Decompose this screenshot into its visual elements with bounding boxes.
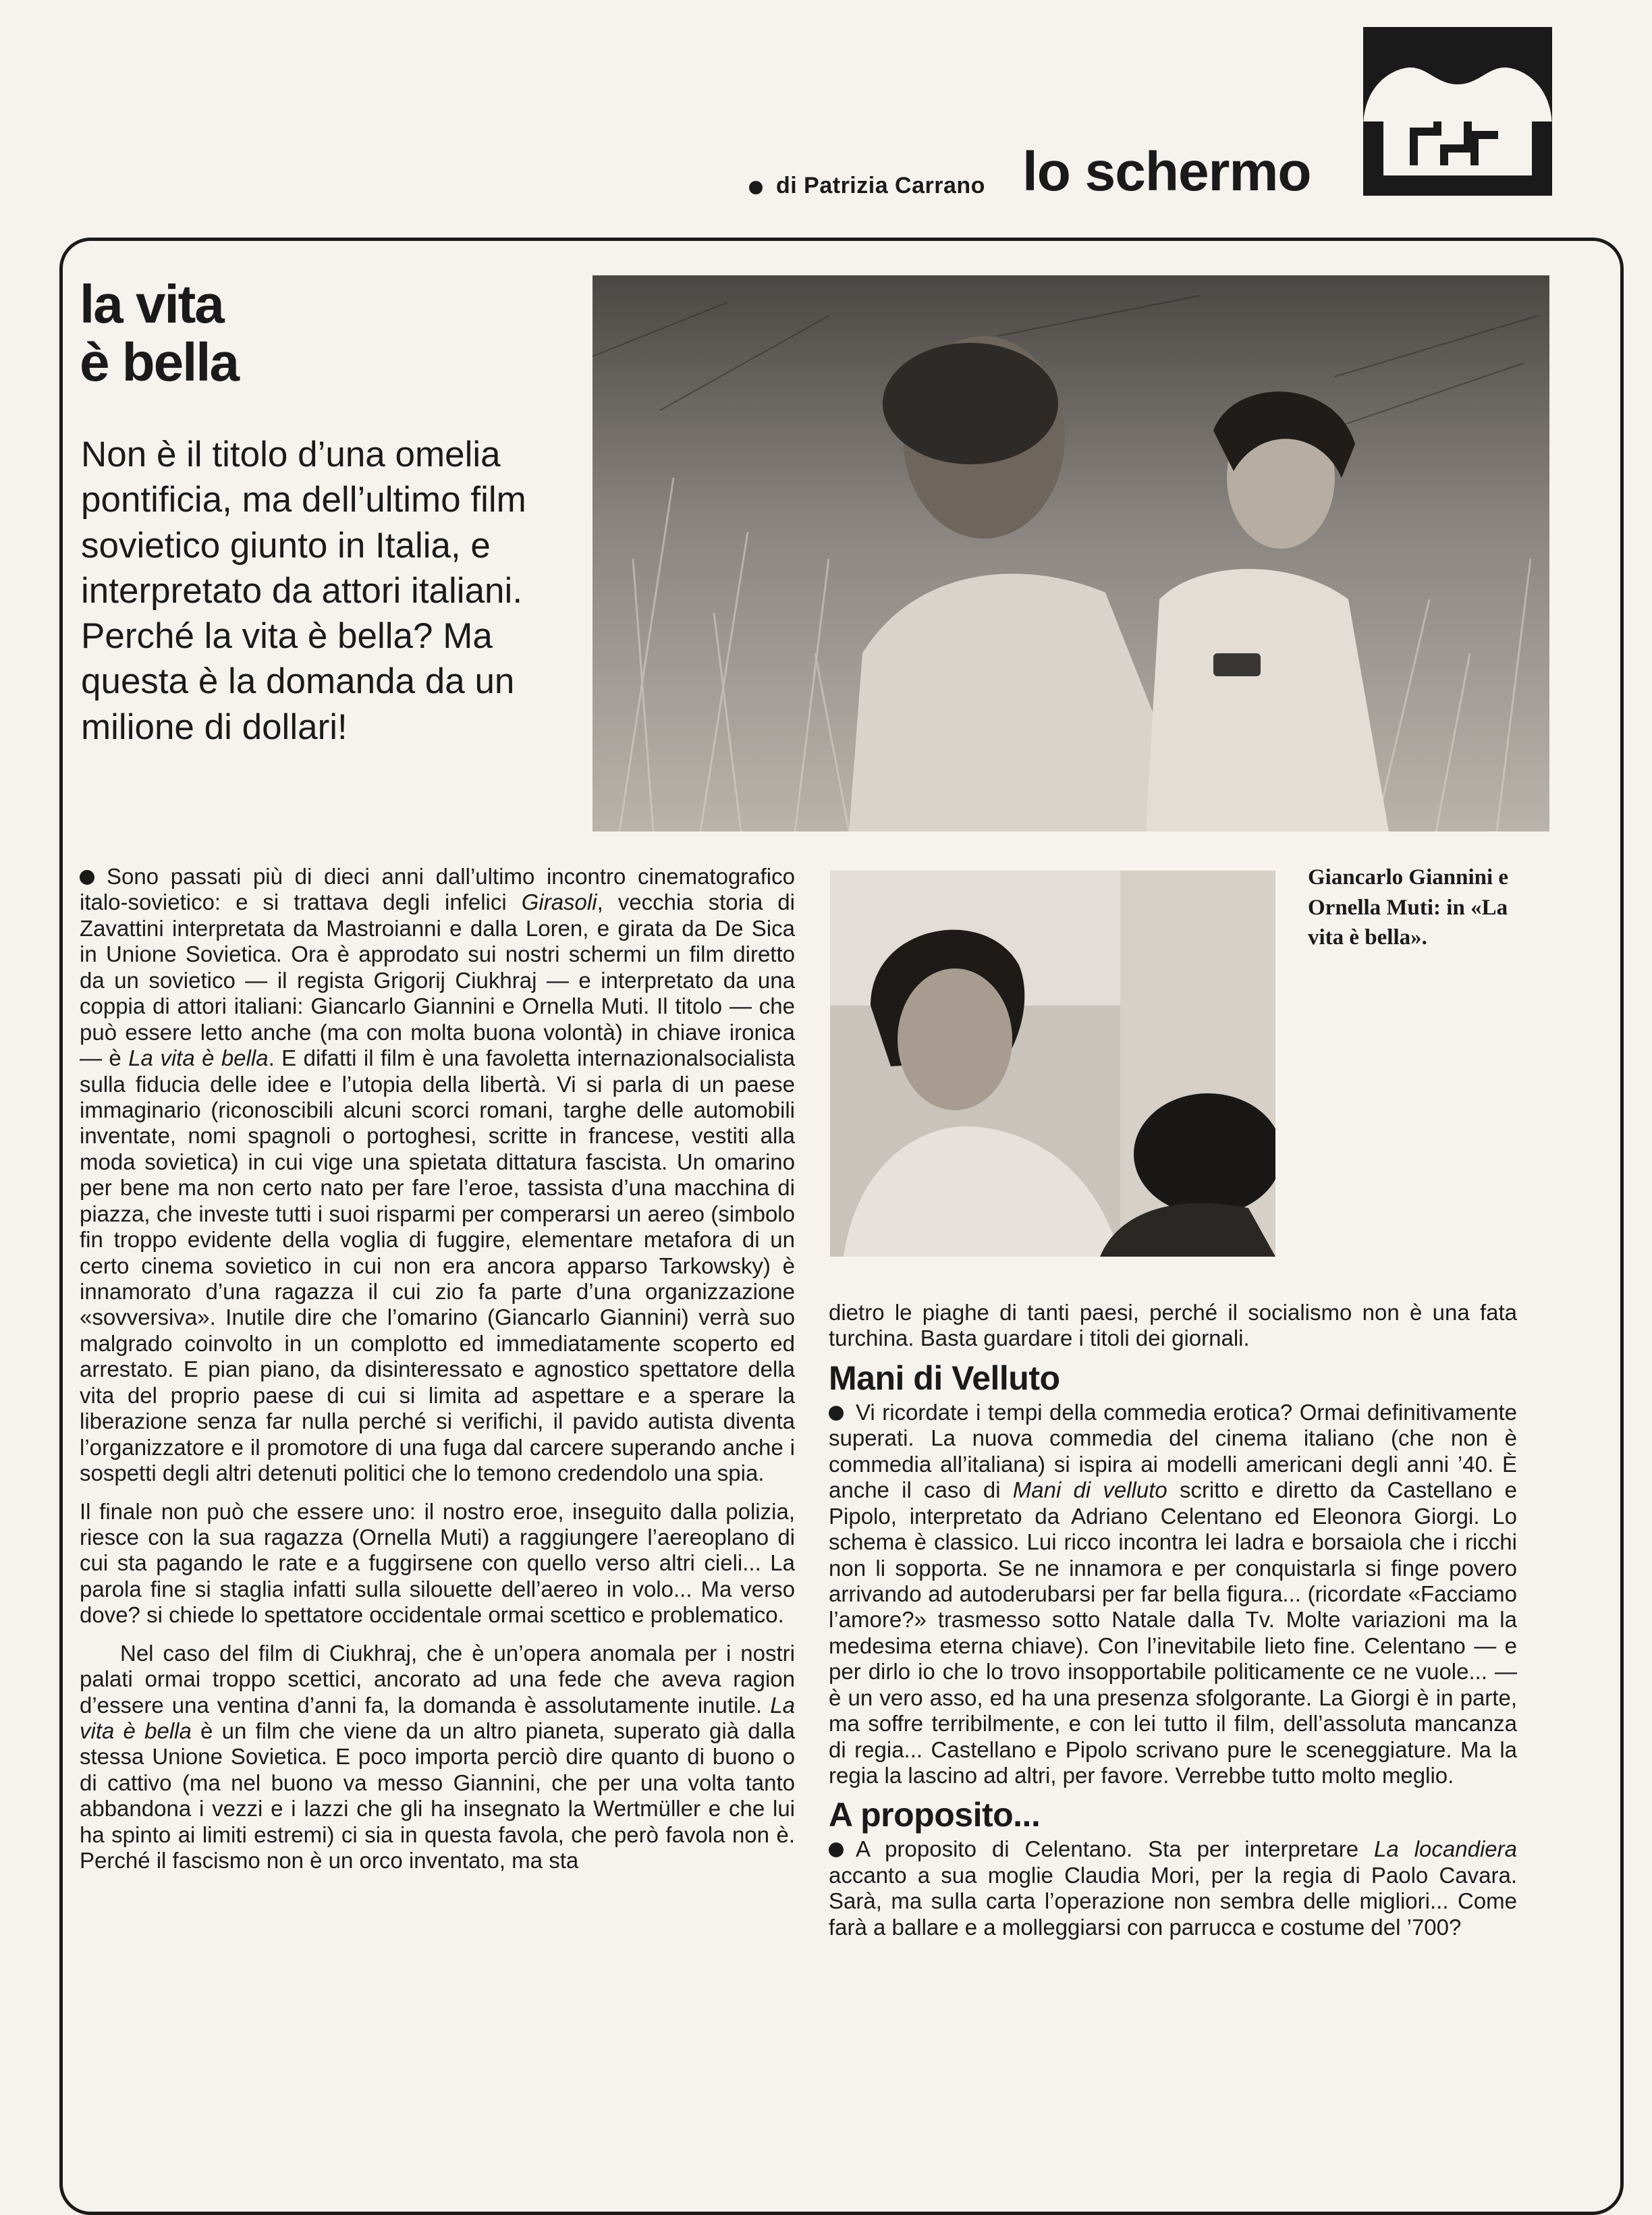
secondary-photo	[830, 871, 1275, 1257]
intro-paragraph: Non è il titolo d’una omelia pontificia, ma dell’ultimo film sovietico giunto in Italia, e interpretato da attori italiani. Perché la vita è bella? Ma questa è la domanda da un milione di dollari!	[81, 435, 526, 747]
section-heading-mani-di-velluto: Mani di Velluto	[829, 1359, 1060, 1397]
byline: di Patrizia Carrano	[776, 173, 985, 198]
paragraph-bullet-icon	[80, 870, 94, 885]
article-paragraph-3: Nel caso del film di Ciukhraj, che è un’opera anomala per i nostri palati ormai troppo scettici, ancorato ad una fede che aveva ragion d’essere una ventina d’anni fa, la domanda è assolutamente inutile. La vita è bella è un film che viene da un altro pianeta, superato già dalla stessa Unione Sovietica. E poco importa perciò dire quanto di buono o di cattivo (ma nel buono va messo Giannini, che per una volta tanto abbandona i vezzi e i lazzi che gli ha insegnato la Wertmüller e che lui ha spinto ai limiti estremi) ci sia in questa favola, che però favola non è. Perché il fascismo non è un orco inventato, ma sta	[80, 1640, 795, 1874]
article-right-column	[829, 1300, 1517, 1948]
article-paragraph-2: Il finale non può che essere uno: il nostro eroe, inseguito dalla polizia, riesce con la sua ragazza (Ornella Muti) a raggiungere l’aereoplano di cui sta pagando le rate e a fuggirsene con quello verso altri cieli... La parola fine si staglia infatti sulla silouette dell’aereo in volo... Ma verso dove? si chiede lo spettatore occidentale ormai scettico e problematico.	[80, 1498, 795, 1628]
article-paragraph-1: Sono passati più di dieci anni dall’ultimo incontro cinematografico italo-sovietico: e si trattava degli infelici Girasoli, vecchia storia di Zavattini interpretata da Mastroianni e dalla Loren, e girata da De Sica in Unione Sovietica. Ora è approdato sui nostri schermi un film diretto da un sovietico — il regista Grigorij Ciukhraj — e interpretato da una coppia di attori italiani: Giancarlo Giannini e Ornella Muti. Il titolo — che può essere letto anche (ma con molta buona volontà) in chiave ironica — è La vita è bella. E difatti il film è una favoletta internazionalsocialista sulla fiducia delle idee e l’utopia della libertà. Vi si parla di un paese immaginario (riconoscibili alcuni scorci romani, targhe delle automobili inventate, nomi spagnoli o portoghesi, scritte in francese, vestiti alla moda sovietica) in cui vige una spietata dittatura fascista. Un omarino per bene ma non certo nato per fare l’eroe, tassista d’una macchina di piazza, che investe tutti i suoi risparmi per comperarsi un aereo (simbolo fin troppo evidente della voglia di fuggire, elementare metafora di un certo cinema sovietico in cui non era ancora apparso Tarkowsky) è innamorato d’una ragazza il cui zio fa parte d’una organizzazione «sovversiva». Inutile dire che l’omarino (Giancarlo Giannini) verrà suo malgrado coinvolto in un complotto ed immediatamente scoperto ed arrestato. E pian piano, da disinteressato e agnostico spettatore della vita del proprio paese di cui si limita ad aspettare e a sperare la liberazione senza far nulla perché si verifichi, il pavido autista diventa l’organizzatore e il promotore di una fuga dal carcere superando anche i sospetti degli altri detenuti politici che lo temono credendolo una spia.	[80, 864, 795, 1486]
byline-bullet	[749, 181, 763, 194]
headline-line-1: la vita	[80, 274, 223, 334]
paragraph-bullet-icon	[829, 1842, 844, 1857]
section-title: lo schermo	[1022, 141, 1311, 202]
headline-line-2: è bella	[80, 332, 239, 393]
section-heading-a-proposito: A proposito...	[829, 1796, 1041, 1834]
main-photo	[593, 275, 1549, 831]
lo-schermo-logo-icon	[1350, 20, 1566, 202]
section-a-proposito-body: A proposito di Celentano. Sta per interpretare La locandiera accanto a sua moglie Claudia Mori, per la regia di Paolo Cavara. Sarà, ma sulla carta l’operazione non sembra delle migliori... Come farà a ballare e a molleggiarsi con parrucca e costume del ’700?	[829, 1836, 1517, 1940]
paragraph-bullet-icon	[829, 1406, 844, 1421]
article-paragraph-3-continued: dietro le piaghe di tanti paesi, perché il socialismo non è una fata turchina. Basta guardare i titoli dei giornali.	[829, 1300, 1517, 1351]
headline	[80, 275, 525, 392]
section-mani-di-velluto-body: Vi ricordate i tempi della commedia erotica? Ormai definitivamente superati. La nuova commedia del cinema italiano (che non è commedia all’italiana) si ispira ai modelli americani degli anni ’40. È anche il caso di Mani di velluto scritto e diretto da Castellano e Pipolo, interpretato da Adriano Celentano ed Eleonora Giorgi. Lo schema è classico. Lui ricco incontra lei ladra e borsaiola che i ricchi non li sopporta. Se ne innamora e per conquistarla si finge povero arrivando ad autoderubarsi per far bella figura... (ricordate «Facciamo l’amore?» trasmesso sotto Natale dalla Tv. Molte variazioni ma la medesima eterna chiave). Con l’inevitabile lieto fine. Celentano — e per dirlo io che lo trovo insopportabile politicamente ce ne vuole... — è un vero asso, ed ha una presenza sfolgorante. La Giorgi è in parte, ma soffre terribilmente, e con lei tutto il film, dell’assoluta mancanza di regia... Castellano e Pipolo scrivano pure le sceneggiature. Ma la regia la lascino ad altri, per favore. Verrebbe tutto molto meglio.	[829, 1399, 1517, 1788]
photo-caption: Giancarlo Giannini e Ornella Muti: in «La vita è bella».	[1308, 865, 1509, 950]
article-left-column	[80, 864, 795, 1886]
